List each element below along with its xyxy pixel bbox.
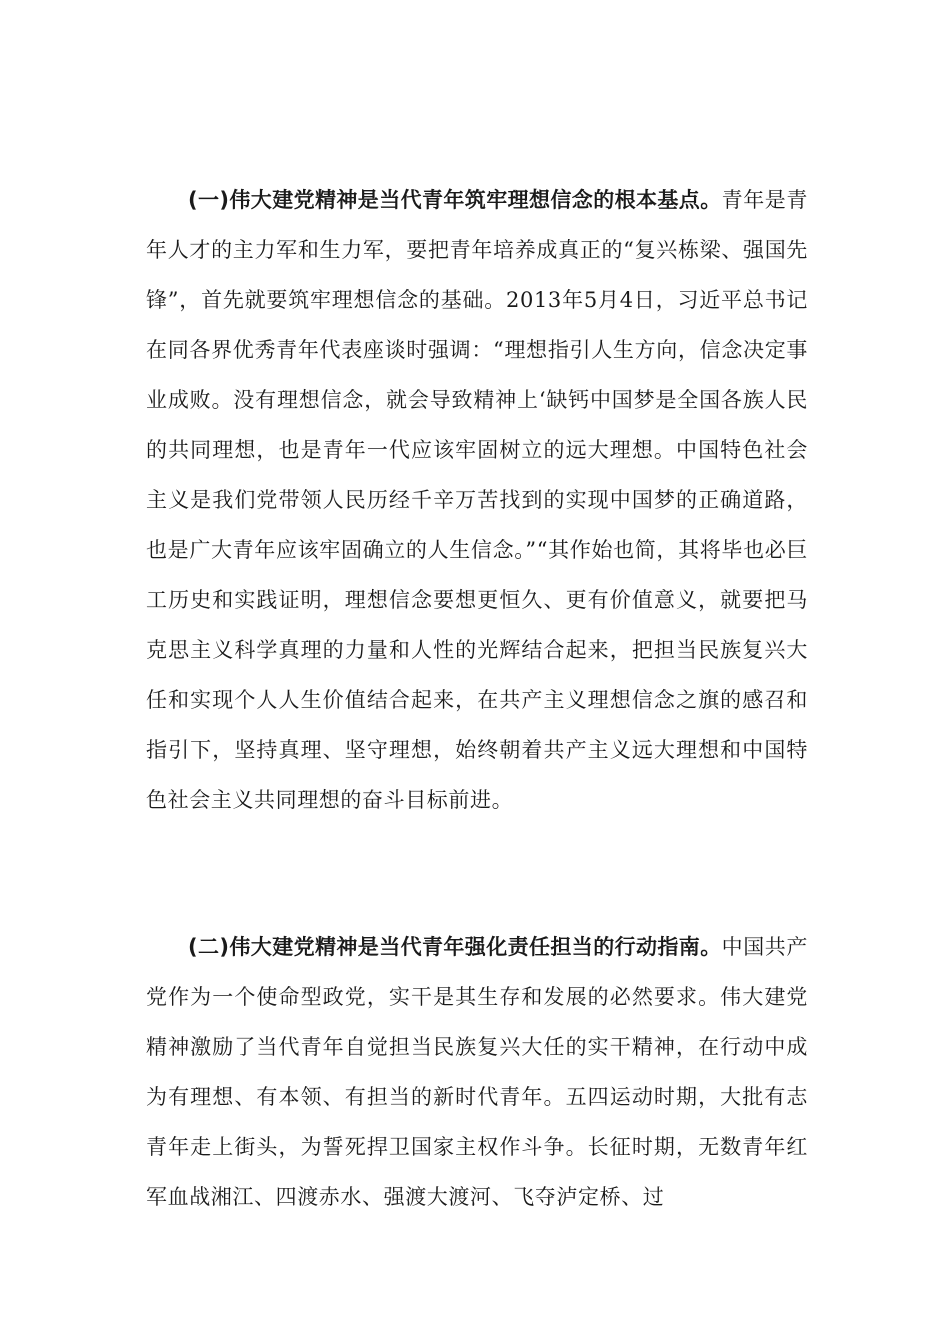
section-heading-2: (二)伟大建党精神是当代青年强化责任担当的行动指南。 [188, 935, 722, 959]
section-body-2: 中国共产党作为一个使命型政党，实干是其生存和发展的必然要求。伟大建党精神激励了当代青年自觉担当民族复兴大任的实干精神，在行动中成为有理想、有本领、有担当的新时代青年。五四运动时期，大批有志青年走上街头，为誓死捍卫国家主权作斗争。长征时期，无数青年红军血战湘江、四渡赤水、强渡大渡河、飞夺泸定桥、过 [146, 935, 808, 1209]
section-body-1: 青年是青年人才的主力军和生力军，要把青年培养成真正的“复兴栋梁、强国先锋”，首先就要筑牢理想信念的基础。2013年5月4日，习近平总书记在同各界优秀青年代表座谈时强调：“理想指引人生方向，信念决定事业成败。没有理想信念，就会导致精神上‘缺钙中国梦是全国各族人民的共同理想，也是青年一代应该牢固树立的远大理想。中国特色社会主义是我们党带领人民历经千辛万苦找到的实现中国梦的正确道路，也是广大青年应该牢固确立的人生信念。”“其作始也简，其将毕也必巨工历史和实践证明，理想信念要想更恒久、更有价值意义，就要把马克思主义科学真理的力量和人性的光辉结合起来，把担当民族复兴大任和实现个人人生价值结合起来，在共产主义理想信念之旗的感召和指引下，坚持真理、坚守理想，始终朝着共产主义远大理想和中国特色社会主义共同理想的奋斗目标前进。 [146, 188, 808, 812]
section-paragraph-2 [146, 922, 808, 1222]
section-paragraph-1 [146, 175, 808, 825]
section-heading-1: (一)伟大建党精神是当代青年筑牢理想信念的根本基点。 [188, 188, 722, 212]
